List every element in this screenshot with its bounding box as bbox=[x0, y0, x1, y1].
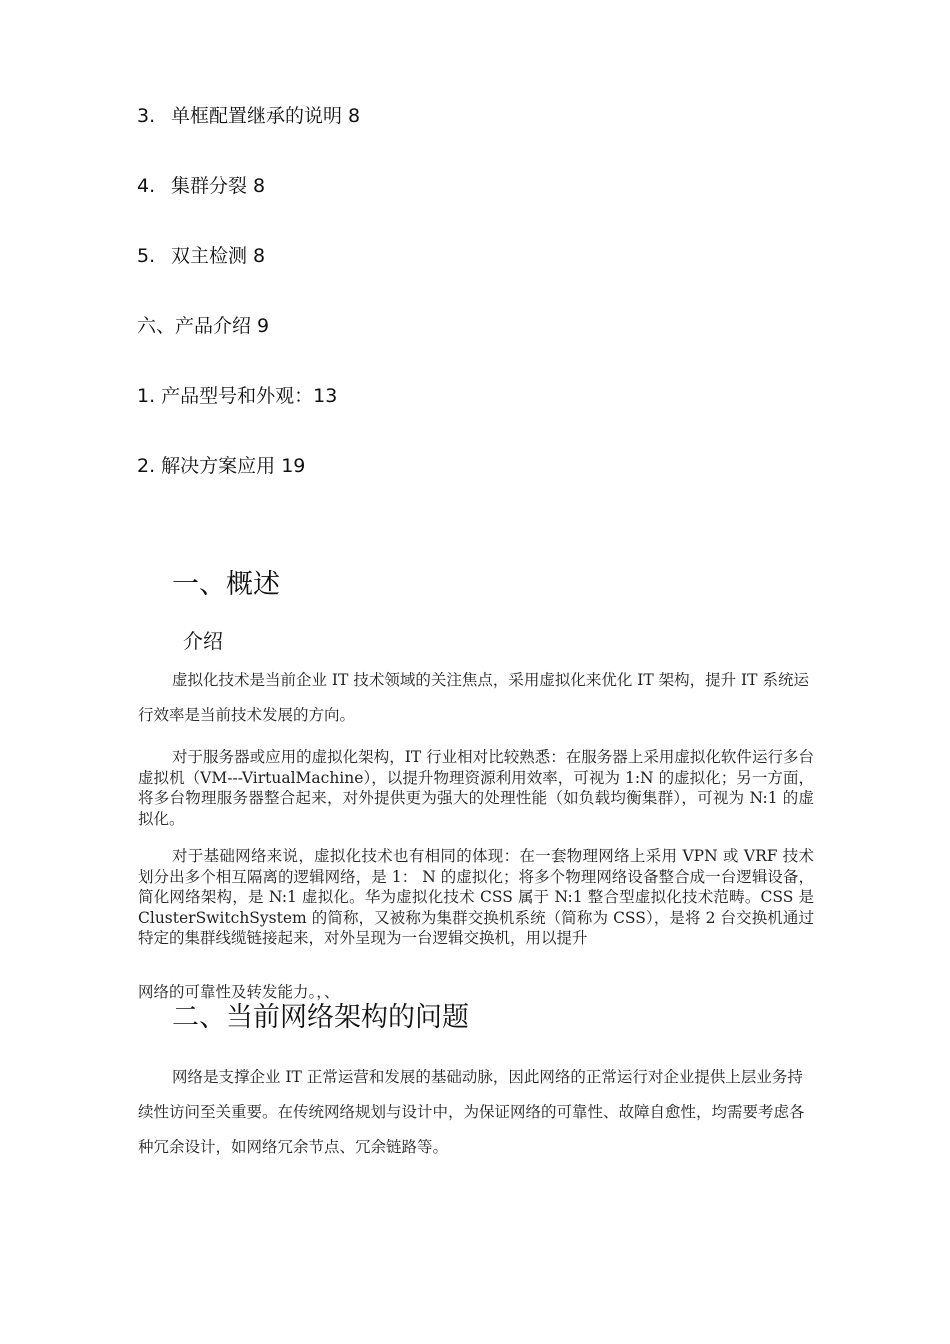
toc-item-number: 5. bbox=[137, 245, 156, 267]
toc-item-solution[interactable] bbox=[137, 454, 305, 478]
toc-item-5[interactable] bbox=[137, 244, 265, 268]
toc-item-text: 六、产品介绍 9 bbox=[137, 315, 270, 337]
paragraph-server-virtualization: 对于服务器或应用的虚拟化架构，IT 行业相对比较熟悉：在服务器上采用虚拟化软件运行多台虚拟机（VM---VirtualMachine），以提升物理资源利用效率，可视为 1:N 的虚拟化；另一方面，将多台物理服务器整合起来，对外提供更为强大的处理性能（如负载均衡集群），可视为 N:1 的虚拟化。 bbox=[138, 748, 814, 828]
paragraph-network-reliability: 网络是支撑企业 IT 正常运营和发展的基础动脉，因此网络的正常运行对企业提供上层业务持续性访问至关重要。在传统网络规划与设计中，为保证网络的可靠性、故障自愈性，均需要考虑各种冗余设计，如网络冗余节点、冗余链路等。 bbox=[138, 1068, 805, 1156]
toc-item-number: 3. bbox=[137, 105, 156, 127]
toc-item-text: 集群分裂 8 bbox=[171, 175, 266, 197]
toc-item-product-intro[interactable] bbox=[137, 314, 269, 338]
toc-item-text: 单框配置继承的说明 8 bbox=[171, 105, 361, 127]
paragraph-network-virtualization-tail: 网络的可靠性及转发能力。，、 bbox=[138, 983, 340, 1001]
subheading-introduction: 介绍 bbox=[183, 629, 223, 653]
section-heading-network-issues: 二、当前网络架构的问题 bbox=[172, 1002, 469, 1033]
section-heading-overview: 一、概述 bbox=[172, 569, 280, 600]
toc-item-product-models[interactable] bbox=[137, 384, 337, 408]
paragraph-network-virtualization: 对于基础网络来说，虚拟化技术也有相同的体现：在一套物理网络上采用 VPN 或 VRF 技术划分出多个相互隔离的逻辑网络，是 1： N 的虚拟化；将多个物理网络设备整合成一台逻辑设备，简化网络架构，是 N:1 虚拟化。华为虚拟化技术 CSS 属于 N:1 整合型虚拟化技术范畴。CSS 是 ClusterSwitchSystem 的简称，又被称为集群交换机系统（简称为 CSS），是将 2 台交换机通过特定的集群线缆链接起来，对外呈现为一台逻辑交换机，用以提升 bbox=[138, 847, 814, 947]
toc-item-text: 双主检测 8 bbox=[171, 245, 266, 267]
toc-item-3[interactable] bbox=[137, 104, 360, 128]
toc-item-text: 2. 解决方案应用 19 bbox=[137, 455, 306, 477]
paragraph-virtualization-intro: 虚拟化技术是当前企业 IT 技术领域的关注焦点，采用虚拟化来优化 IT 架构，提升 IT 系统运行效率是当前技术发展的方向。 bbox=[138, 671, 809, 724]
toc-item-4[interactable] bbox=[137, 174, 265, 198]
toc-item-text: 1. 产品型号和外观：13 bbox=[137, 385, 338, 407]
toc-item-number: 4. bbox=[137, 175, 156, 197]
